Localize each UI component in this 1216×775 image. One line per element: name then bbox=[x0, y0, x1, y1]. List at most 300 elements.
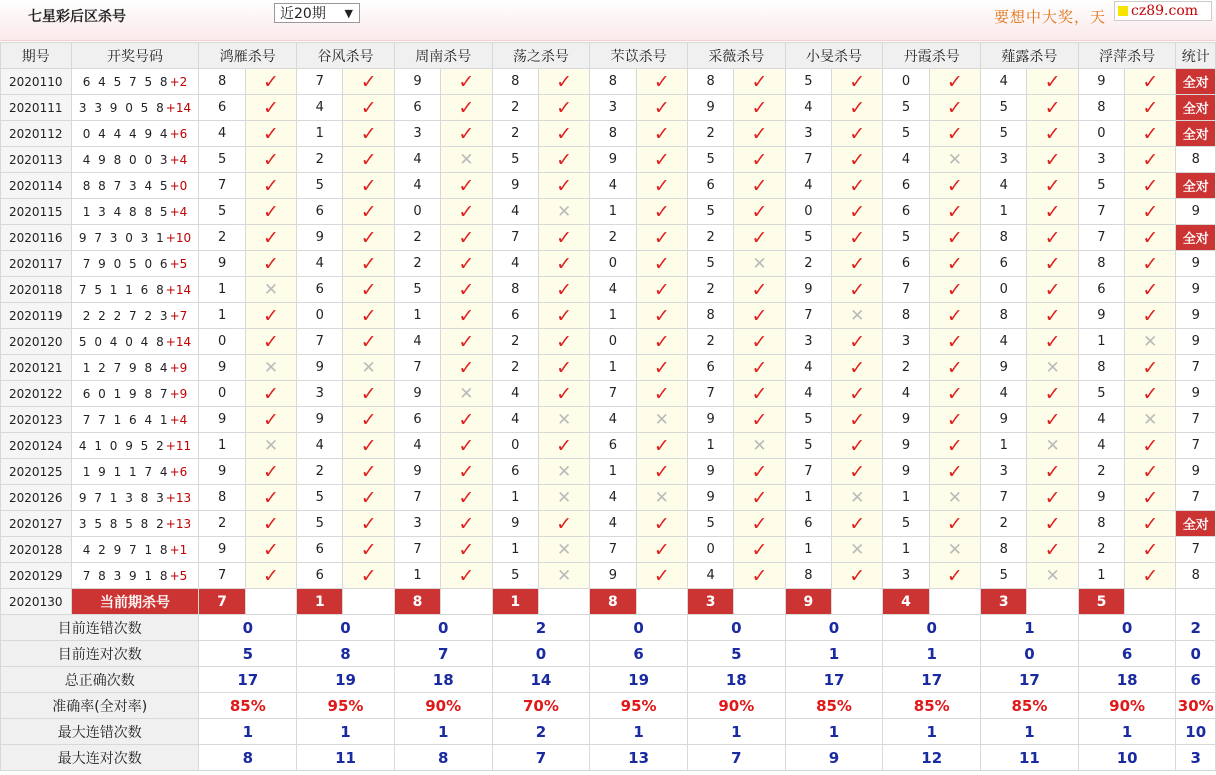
kill-number-cell: 2 bbox=[687, 121, 733, 147]
check-icon: ✓ bbox=[538, 69, 589, 95]
check-icon: ✓ bbox=[538, 173, 589, 199]
check-icon: ✓ bbox=[245, 407, 296, 433]
check-icon: ✓ bbox=[1027, 329, 1078, 355]
current-kill-number: 8 bbox=[394, 589, 440, 615]
current-blank-cell bbox=[245, 589, 296, 615]
summary-value: 12 bbox=[883, 745, 981, 771]
column-header: 统计 bbox=[1176, 43, 1216, 69]
cross-icon: ✕ bbox=[245, 355, 296, 381]
check-icon: ✓ bbox=[441, 329, 492, 355]
cross-icon: ✕ bbox=[538, 485, 589, 511]
issue-cell: 2020117 bbox=[1, 251, 72, 277]
check-icon: ✓ bbox=[1125, 303, 1176, 329]
check-icon: ✓ bbox=[245, 69, 296, 95]
column-header: 薤露杀号 bbox=[981, 43, 1079, 69]
kill-number-cell: 4 bbox=[492, 407, 538, 433]
kill-number-cell: 6 bbox=[297, 537, 343, 563]
kill-number-cell: 6 bbox=[297, 563, 343, 589]
draw-number-cell bbox=[71, 381, 199, 407]
check-icon: ✓ bbox=[929, 225, 980, 251]
draw-bonus: +5 bbox=[169, 256, 188, 271]
kill-number-cell: 8 bbox=[590, 121, 636, 147]
check-icon: ✓ bbox=[929, 199, 980, 225]
issue-cell: 2020112 bbox=[1, 121, 72, 147]
draw-number-cell bbox=[71, 433, 199, 459]
table-row bbox=[1, 407, 1216, 433]
check-icon: ✓ bbox=[343, 511, 394, 537]
draw-number-cell bbox=[71, 251, 199, 277]
check-icon: ✓ bbox=[343, 173, 394, 199]
check-icon: ✓ bbox=[636, 511, 687, 537]
kill-number-cell: 5 bbox=[785, 407, 831, 433]
check-icon: ✓ bbox=[1125, 225, 1176, 251]
check-icon: ✓ bbox=[538, 251, 589, 277]
kill-number-cell: 6 bbox=[981, 251, 1027, 277]
table-row bbox=[1, 69, 1216, 95]
table-row bbox=[1, 225, 1216, 251]
kill-number-cell: 5 bbox=[785, 225, 831, 251]
summary-value: 8 bbox=[394, 745, 492, 771]
check-icon: ✓ bbox=[343, 95, 394, 121]
kill-number-cell: 2 bbox=[1078, 537, 1124, 563]
stat-cell: 9 bbox=[1176, 303, 1216, 329]
check-icon: ✓ bbox=[538, 433, 589, 459]
issue-cell: 2020128 bbox=[1, 537, 72, 563]
kill-number-cell: 3 bbox=[883, 563, 929, 589]
check-icon: ✓ bbox=[343, 381, 394, 407]
check-icon: ✓ bbox=[1125, 511, 1176, 537]
stat-cell: 9 bbox=[1176, 277, 1216, 303]
draw-number-cell bbox=[71, 173, 199, 199]
top-bar bbox=[0, 0, 1216, 41]
cross-icon: ✕ bbox=[636, 407, 687, 433]
column-header: 开奖号码 bbox=[71, 43, 199, 69]
kill-number-cell: 3 bbox=[394, 511, 440, 537]
check-icon: ✓ bbox=[636, 199, 687, 225]
summary-value: 9 bbox=[785, 745, 883, 771]
kill-number-cell: 9 bbox=[297, 355, 343, 381]
kill-number-cell: 0 bbox=[883, 69, 929, 95]
draw-number-cell bbox=[71, 355, 199, 381]
issue-cell: 2020122 bbox=[1, 381, 72, 407]
kill-number-cell: 0 bbox=[492, 433, 538, 459]
kill-number-cell: 9 bbox=[1078, 485, 1124, 511]
check-icon: ✓ bbox=[929, 277, 980, 303]
kill-number-table bbox=[0, 42, 1216, 771]
kill-number-cell: 5 bbox=[199, 199, 245, 225]
kill-number-cell: 5 bbox=[297, 511, 343, 537]
draw-digits: 8 8 7 3 4 5 bbox=[82, 178, 170, 193]
kill-number-cell: 6 bbox=[297, 199, 343, 225]
check-icon: ✓ bbox=[1125, 121, 1176, 147]
kill-number-cell: 2 bbox=[981, 511, 1027, 537]
kill-number-cell: 9 bbox=[883, 407, 929, 433]
kill-number-cell: 5 bbox=[981, 563, 1027, 589]
kill-number-cell: 1 bbox=[199, 433, 245, 459]
check-icon: ✓ bbox=[929, 355, 980, 381]
summary-row bbox=[1, 693, 1216, 719]
check-icon: ✓ bbox=[1125, 433, 1176, 459]
check-icon: ✓ bbox=[1125, 537, 1176, 563]
summary-value: 17 bbox=[785, 667, 883, 693]
check-icon: ✓ bbox=[245, 329, 296, 355]
kill-number-cell: 4 bbox=[1078, 433, 1124, 459]
stat-cell: 8 bbox=[1176, 147, 1216, 173]
summary-value: 17 bbox=[199, 667, 297, 693]
check-icon: ✓ bbox=[929, 407, 980, 433]
check-icon: ✓ bbox=[441, 251, 492, 277]
summary-value: 7 bbox=[492, 745, 590, 771]
kill-number-cell: 2 bbox=[199, 225, 245, 251]
kill-number-cell: 9 bbox=[394, 381, 440, 407]
stat-cell: 7 bbox=[1176, 433, 1216, 459]
check-icon: ✓ bbox=[636, 381, 687, 407]
kill-number-cell: 9 bbox=[199, 355, 245, 381]
cross-icon: ✕ bbox=[929, 537, 980, 563]
summary-value: 70% bbox=[492, 693, 590, 719]
draw-number-cell bbox=[71, 277, 199, 303]
kill-number-cell: 8 bbox=[687, 69, 733, 95]
draw-number-cell bbox=[71, 225, 199, 251]
check-icon: ✓ bbox=[1125, 69, 1176, 95]
check-icon: ✓ bbox=[832, 511, 883, 537]
draw-digits: 1 3 4 8 8 5 bbox=[82, 204, 170, 219]
current-blank-cell bbox=[538, 589, 589, 615]
check-icon: ✓ bbox=[734, 537, 785, 563]
issue-cell: 2020111 bbox=[1, 95, 72, 121]
check-icon: ✓ bbox=[245, 459, 296, 485]
summary-value: 6 bbox=[1078, 641, 1176, 667]
check-icon: ✓ bbox=[245, 199, 296, 225]
cross-icon: ✕ bbox=[538, 563, 589, 589]
issue-cell: 2020125 bbox=[1, 459, 72, 485]
current-blank-cell bbox=[832, 589, 883, 615]
check-icon: ✓ bbox=[1027, 511, 1078, 537]
summary-value: 85% bbox=[785, 693, 883, 719]
check-icon: ✓ bbox=[929, 121, 980, 147]
current-kill-number: 7 bbox=[199, 589, 245, 615]
summary-value: 0 bbox=[785, 615, 883, 641]
current-blank-cell bbox=[734, 589, 785, 615]
kill-number-cell: 7 bbox=[1078, 225, 1124, 251]
summary-value: 13 bbox=[590, 745, 688, 771]
kill-number-cell: 5 bbox=[883, 95, 929, 121]
issue-cell: 2020123 bbox=[1, 407, 72, 433]
check-icon: ✓ bbox=[1125, 459, 1176, 485]
draw-bonus: +4 bbox=[169, 204, 188, 219]
current-blank-cell bbox=[929, 589, 980, 615]
kill-number-cell: 9 bbox=[394, 69, 440, 95]
kill-number-cell: 4 bbox=[590, 277, 636, 303]
kill-number-cell: 2 bbox=[394, 225, 440, 251]
kill-number-cell: 4 bbox=[394, 433, 440, 459]
draw-bonus: +14 bbox=[165, 334, 192, 349]
site-badge[interactable] bbox=[1114, 1, 1212, 21]
check-icon: ✓ bbox=[441, 511, 492, 537]
kill-number-cell: 4 bbox=[297, 251, 343, 277]
kill-number-cell: 4 bbox=[785, 173, 831, 199]
kill-number-cell: 7 bbox=[1078, 199, 1124, 225]
cross-icon: ✕ bbox=[636, 485, 687, 511]
kill-number-cell: 1 bbox=[590, 355, 636, 381]
kill-number-cell: 3 bbox=[785, 329, 831, 355]
kill-number-cell: 4 bbox=[785, 95, 831, 121]
summary-value: 0 bbox=[981, 641, 1079, 667]
draw-number-cell bbox=[71, 563, 199, 589]
check-icon: ✓ bbox=[636, 225, 687, 251]
kill-number-cell: 6 bbox=[883, 173, 929, 199]
kill-number-cell: 7 bbox=[590, 381, 636, 407]
kill-number-cell: 0 bbox=[297, 303, 343, 329]
cross-icon: ✕ bbox=[929, 485, 980, 511]
check-icon: ✓ bbox=[929, 511, 980, 537]
kill-number-cell: 8 bbox=[785, 563, 831, 589]
kill-number-cell: 9 bbox=[785, 277, 831, 303]
stat-cell: 9 bbox=[1176, 459, 1216, 485]
kill-number-cell: 2 bbox=[492, 121, 538, 147]
check-icon: ✓ bbox=[343, 303, 394, 329]
kill-number-cell: 9 bbox=[981, 355, 1027, 381]
column-header: 周南杀号 bbox=[394, 43, 492, 69]
summary-value: 1 bbox=[1078, 719, 1176, 745]
check-icon: ✓ bbox=[1027, 277, 1078, 303]
summary-value: 3 bbox=[1176, 745, 1216, 771]
summary-value: 10 bbox=[1176, 719, 1216, 745]
stat-cell: 9 bbox=[1176, 381, 1216, 407]
check-icon: ✓ bbox=[1027, 95, 1078, 121]
kill-number-cell: 2 bbox=[785, 251, 831, 277]
current-blank-cell bbox=[343, 589, 394, 615]
kill-number-cell: 5 bbox=[883, 511, 929, 537]
check-icon: ✓ bbox=[343, 277, 394, 303]
kill-number-cell: 8 bbox=[492, 69, 538, 95]
kill-number-cell: 4 bbox=[492, 199, 538, 225]
kill-number-cell: 7 bbox=[785, 147, 831, 173]
summary-value: 1 bbox=[785, 641, 883, 667]
draw-digits: 4 1 0 9 5 2 bbox=[78, 438, 166, 453]
check-icon: ✓ bbox=[538, 381, 589, 407]
kill-number-cell: 4 bbox=[394, 147, 440, 173]
kill-number-cell: 2 bbox=[687, 225, 733, 251]
check-icon: ✓ bbox=[1027, 251, 1078, 277]
check-icon: ✓ bbox=[929, 563, 980, 589]
draw-bonus: +10 bbox=[165, 230, 192, 245]
draw-digits: 7 9 0 5 0 6 bbox=[82, 256, 170, 271]
kill-number-cell: 0 bbox=[785, 199, 831, 225]
summary-value: 7 bbox=[394, 641, 492, 667]
kill-number-cell: 4 bbox=[883, 381, 929, 407]
table-row bbox=[1, 173, 1216, 199]
check-icon: ✓ bbox=[832, 173, 883, 199]
check-icon: ✓ bbox=[441, 95, 492, 121]
kill-number-cell: 9 bbox=[1078, 303, 1124, 329]
check-icon: ✓ bbox=[1027, 407, 1078, 433]
cross-icon: ✕ bbox=[245, 433, 296, 459]
kill-number-cell: 7 bbox=[981, 485, 1027, 511]
kill-number-cell: 2 bbox=[394, 251, 440, 277]
kill-number-cell: 7 bbox=[883, 277, 929, 303]
check-icon: ✓ bbox=[441, 173, 492, 199]
issue-cell: 2020116 bbox=[1, 225, 72, 251]
check-icon: ✓ bbox=[636, 121, 687, 147]
check-icon: ✓ bbox=[538, 303, 589, 329]
kill-number-cell: 7 bbox=[785, 459, 831, 485]
check-icon: ✓ bbox=[1125, 381, 1176, 407]
summary-row bbox=[1, 719, 1216, 745]
draw-digits: 1 2 7 9 8 4 bbox=[82, 360, 170, 375]
cross-icon: ✕ bbox=[832, 303, 883, 329]
kill-number-cell: 1 bbox=[981, 433, 1027, 459]
summary-value: 19 bbox=[297, 667, 395, 693]
kill-number-cell: 5 bbox=[785, 433, 831, 459]
kill-number-cell: 2 bbox=[687, 329, 733, 355]
draw-bonus: +4 bbox=[169, 412, 188, 427]
summary-value: 17 bbox=[981, 667, 1079, 693]
check-icon: ✓ bbox=[245, 537, 296, 563]
summary-value: 85% bbox=[883, 693, 981, 719]
kill-number-cell: 5 bbox=[297, 173, 343, 199]
draw-digits: 3 5 8 5 8 2 bbox=[78, 516, 166, 531]
column-header: 鸿雁杀号 bbox=[199, 43, 297, 69]
check-icon: ✓ bbox=[245, 225, 296, 251]
kill-number-cell: 4 bbox=[981, 329, 1027, 355]
check-icon: ✓ bbox=[929, 69, 980, 95]
check-icon: ✓ bbox=[929, 459, 980, 485]
kill-number-cell: 0 bbox=[590, 329, 636, 355]
summary-value: 1 bbox=[687, 719, 785, 745]
kill-number-cell: 8 bbox=[1078, 511, 1124, 537]
check-icon: ✓ bbox=[734, 121, 785, 147]
kill-number-cell: 0 bbox=[394, 199, 440, 225]
column-header: 小旻杀号 bbox=[785, 43, 883, 69]
check-icon: ✓ bbox=[245, 511, 296, 537]
check-icon: ✓ bbox=[245, 173, 296, 199]
stat-cell: 9 bbox=[1176, 199, 1216, 225]
summary-value: 11 bbox=[297, 745, 395, 771]
check-icon: ✓ bbox=[1125, 199, 1176, 225]
check-icon: ✓ bbox=[636, 251, 687, 277]
period-select[interactable] bbox=[274, 3, 360, 23]
kill-number-cell: 3 bbox=[981, 147, 1027, 173]
kill-number-cell: 4 bbox=[981, 69, 1027, 95]
all-correct-badge: 全对 bbox=[1176, 121, 1216, 147]
draw-number-cell bbox=[71, 199, 199, 225]
summary-value: 0 bbox=[883, 615, 981, 641]
kill-number-cell: 5 bbox=[492, 563, 538, 589]
check-icon: ✓ bbox=[441, 433, 492, 459]
draw-digits: 7 7 1 6 4 1 bbox=[82, 412, 170, 427]
kill-number-cell: 1 bbox=[883, 485, 929, 511]
chevron-down-icon: ▼ bbox=[344, 7, 353, 20]
current-kill-number: 9 bbox=[785, 589, 831, 615]
check-icon: ✓ bbox=[929, 329, 980, 355]
summary-value: 1 bbox=[199, 719, 297, 745]
check-icon: ✓ bbox=[245, 381, 296, 407]
kill-number-cell: 5 bbox=[981, 95, 1027, 121]
kill-number-cell: 1 bbox=[199, 277, 245, 303]
check-icon: ✓ bbox=[734, 459, 785, 485]
check-icon: ✓ bbox=[734, 381, 785, 407]
check-icon: ✓ bbox=[245, 251, 296, 277]
check-icon: ✓ bbox=[343, 147, 394, 173]
kill-number-cell: 4 bbox=[883, 147, 929, 173]
check-icon: ✓ bbox=[832, 95, 883, 121]
summary-value: 90% bbox=[1078, 693, 1176, 719]
stat-cell: 7 bbox=[1176, 485, 1216, 511]
cross-icon: ✕ bbox=[441, 147, 492, 173]
current-blank-cell bbox=[1027, 589, 1078, 615]
check-icon: ✓ bbox=[1125, 173, 1176, 199]
stat-cell: 9 bbox=[1176, 329, 1216, 355]
summary-value: 5 bbox=[199, 641, 297, 667]
check-icon: ✓ bbox=[636, 173, 687, 199]
draw-bonus: +14 bbox=[165, 100, 192, 115]
kill-number-cell: 9 bbox=[297, 407, 343, 433]
cross-icon: ✕ bbox=[441, 381, 492, 407]
check-icon: ✓ bbox=[441, 225, 492, 251]
check-icon: ✓ bbox=[245, 147, 296, 173]
draw-number-cell bbox=[71, 511, 199, 537]
kill-number-cell: 9 bbox=[883, 459, 929, 485]
check-icon: ✓ bbox=[734, 485, 785, 511]
kill-number-cell: 9 bbox=[687, 407, 733, 433]
cross-icon: ✕ bbox=[832, 485, 883, 511]
current-blank-cell bbox=[1125, 589, 1176, 615]
summary-value: 90% bbox=[394, 693, 492, 719]
kill-number-cell: 9 bbox=[199, 407, 245, 433]
draw-digits: 7 8 3 9 1 8 bbox=[82, 568, 170, 583]
check-icon: ✓ bbox=[734, 329, 785, 355]
check-icon: ✓ bbox=[538, 147, 589, 173]
table-row bbox=[1, 147, 1216, 173]
kill-number-cell: 4 bbox=[590, 173, 636, 199]
summary-label: 总正确次数 bbox=[1, 667, 199, 693]
kill-number-cell: 5 bbox=[687, 199, 733, 225]
kill-number-cell: 9 bbox=[1078, 69, 1124, 95]
draw-digits: 4 9 8 0 0 3 bbox=[82, 152, 170, 167]
cross-icon: ✕ bbox=[929, 147, 980, 173]
kill-number-cell: 5 bbox=[297, 485, 343, 511]
kill-number-cell: 9 bbox=[981, 407, 1027, 433]
current-kill-number: 1 bbox=[297, 589, 343, 615]
column-header: 丹霞杀号 bbox=[883, 43, 981, 69]
check-icon: ✓ bbox=[343, 459, 394, 485]
check-icon: ✓ bbox=[832, 407, 883, 433]
column-header: 谷风杀号 bbox=[297, 43, 395, 69]
current-blank-cell bbox=[441, 589, 492, 615]
issue-cell: 2020127 bbox=[1, 511, 72, 537]
kill-number-cell: 3 bbox=[785, 121, 831, 147]
kill-number-cell: 4 bbox=[785, 381, 831, 407]
table-row bbox=[1, 433, 1216, 459]
stat-cell: 7 bbox=[1176, 407, 1216, 433]
check-icon: ✓ bbox=[832, 329, 883, 355]
kill-number-cell: 1 bbox=[492, 537, 538, 563]
cross-icon: ✕ bbox=[538, 407, 589, 433]
check-icon: ✓ bbox=[441, 355, 492, 381]
kill-number-cell: 1 bbox=[687, 433, 733, 459]
check-icon: ✓ bbox=[832, 459, 883, 485]
kill-number-cell: 2 bbox=[297, 459, 343, 485]
summary-value: 2 bbox=[1176, 615, 1216, 641]
kill-number-cell: 5 bbox=[687, 147, 733, 173]
check-icon: ✓ bbox=[734, 199, 785, 225]
summary-value: 0 bbox=[1078, 615, 1176, 641]
table-header-row bbox=[1, 43, 1216, 69]
summary-value: 18 bbox=[1078, 667, 1176, 693]
check-icon: ✓ bbox=[929, 381, 980, 407]
draw-number-cell bbox=[71, 485, 199, 511]
